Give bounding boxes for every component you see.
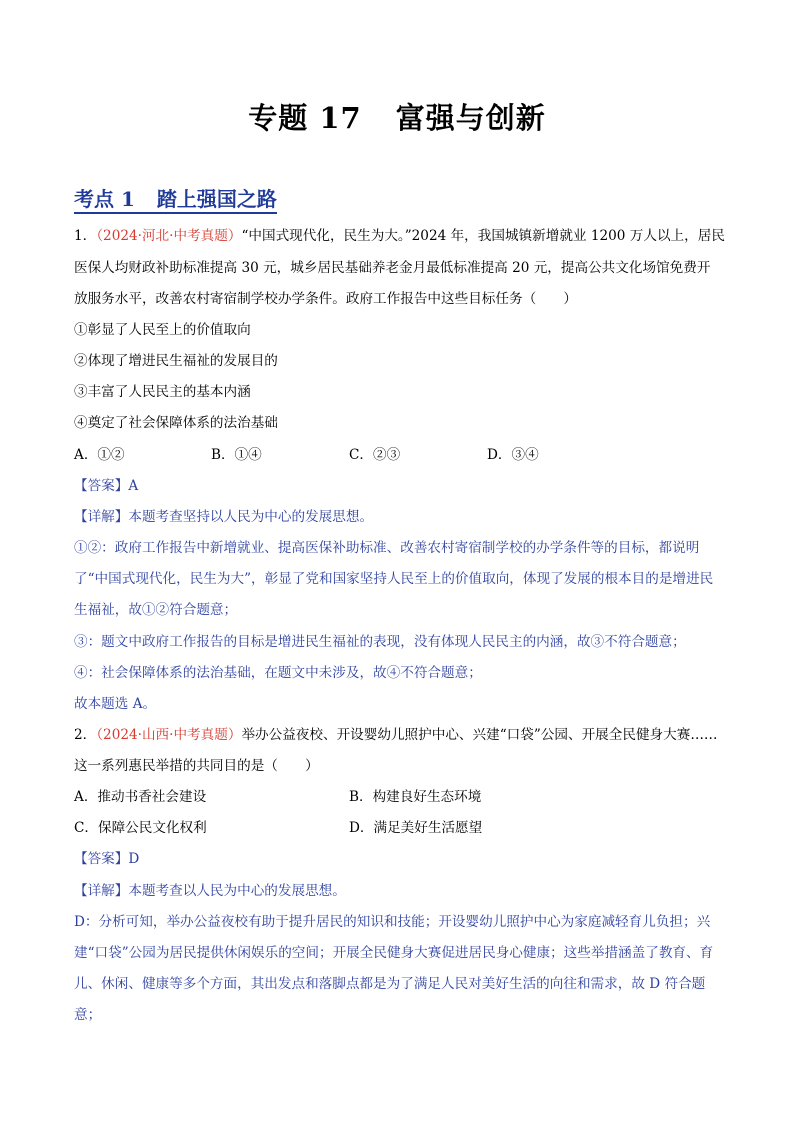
q1-detail-intro: 本题考查坚持以人民为中心的发展思想。	[128, 509, 374, 525]
q1-explain-line: 了“中国式现代化，民生为大”，彰显了党和国家坚持人民至上的价值取向，体现了发展的根本目的是增进民	[74, 571, 714, 587]
q2-option-b: B．构建良好生态环境	[349, 789, 482, 805]
q1-detail	[74, 507, 724, 527]
q1-stem-line: 医保人均财政补助标准提高 30 元，城乡居民基础养老金月最低标准提高 20 元，提高公共文化场馆免费开	[74, 260, 711, 276]
q2-explain-line: 意；	[74, 1007, 102, 1023]
q2-option-a: A．推动书香社会建设	[74, 789, 207, 805]
q1-stem-text: “中国式现代化，民生为大。”2024 年，我国城镇新增就业 1200 万人以上，居民	[241, 228, 725, 244]
q2-detail-label: 【详解】	[74, 883, 129, 899]
q1-source: （2024·河北·中考真题）	[96, 228, 242, 244]
q2-explain-line: 儿、休闲、健康等多个方面，其出发点和落脚点都是为了满足人民对美好生活的向往和需求，故 D 符合题	[74, 976, 706, 992]
q2-explain-line: D：分析可知，举办公益夜校有助于提升居民的知识和技能；开设婴幼儿照护中心为家庭减轻育儿负担；兴	[74, 914, 711, 930]
q1-option-b: B．①④	[211, 447, 262, 463]
title-topic-number: 专题 17	[248, 101, 362, 135]
q2-explain-line: 建“口袋”公园为居民提供休闲娱乐的空间；开展全民健身大赛促进居民身心健康；这些举措涵盖了教育、育	[74, 945, 714, 961]
q2-detail-intro: 本题考查以人民为中心的发展思想。	[128, 883, 346, 899]
title-topic-name: 富强与创新	[395, 101, 546, 135]
q1-statement: ①彰显了人民至上的价值取向	[74, 322, 251, 338]
q1-detail-label: 【详解】	[74, 509, 129, 525]
q1-stem-line	[74, 226, 724, 246]
q2-detail	[74, 881, 724, 901]
q2-number: 2．	[74, 727, 97, 743]
q2-stem-line: 这一系列惠民举措的共同目的是（ ）	[74, 758, 319, 774]
q2-answer-value: D	[128, 851, 140, 867]
q1-option-d: D．③④	[487, 447, 539, 463]
q2-answer-label: 【答案】	[74, 851, 129, 867]
q1-stem-line: 放服务水平，改善农村寄宿制学校办学条件。政府工作报告中这些目标任务（ ）	[74, 291, 577, 307]
q1-statement: ③丰富了人民民主的基本内涵	[74, 384, 251, 400]
q1-answer	[74, 476, 724, 496]
q1-statement: ②体现了增进民生福祉的发展目的	[74, 353, 278, 369]
section-name: 踏上强国之路	[156, 187, 277, 211]
q1-explain-line: 故本题选 A。	[74, 696, 157, 712]
q1-number: 1．	[74, 228, 97, 244]
q1-answer-value: A	[128, 478, 139, 494]
page-title	[0, 96, 794, 137]
q1-explain-line: ③：题文中政府工作报告的目标是增进民生福祉的表现，没有体现人民民主的内涵，故③不符合题意；	[74, 634, 686, 650]
section-heading	[74, 186, 277, 214]
q1-answer-label: 【答案】	[74, 478, 129, 494]
q2-answer	[74, 849, 724, 869]
section-number: 考点 1	[74, 187, 135, 211]
q2-option-c: C．保障公民文化权利	[74, 820, 207, 836]
q1-option-a: A．①②	[74, 447, 125, 463]
q2-stem-line	[74, 725, 724, 745]
q2-option-d: D．满足美好生活愿望	[349, 820, 483, 836]
q1-explain-line: 生福祉，故①②符合题意；	[74, 602, 238, 618]
q1-option-c: C．②③	[349, 447, 401, 463]
q1-statement: ④奠定了社会保障体系的法治基础	[74, 415, 278, 431]
q2-source: （2024·山西·中考真题）	[96, 727, 242, 743]
q1-explain-line: ①②：政府工作报告中新增就业、提高医保补助标准、改善农村寄宿制学校的办学条件等的目标，都说明	[74, 540, 700, 556]
q1-explain-line: ④：社会保障体系的法治基础，在题文中未涉及，故④不符合题意；	[74, 665, 482, 681]
q2-stem-text: 举办公益夜校、开设婴幼儿照护中心、兴建“口袋”公园、开展全民健身大赛……	[241, 727, 718, 743]
